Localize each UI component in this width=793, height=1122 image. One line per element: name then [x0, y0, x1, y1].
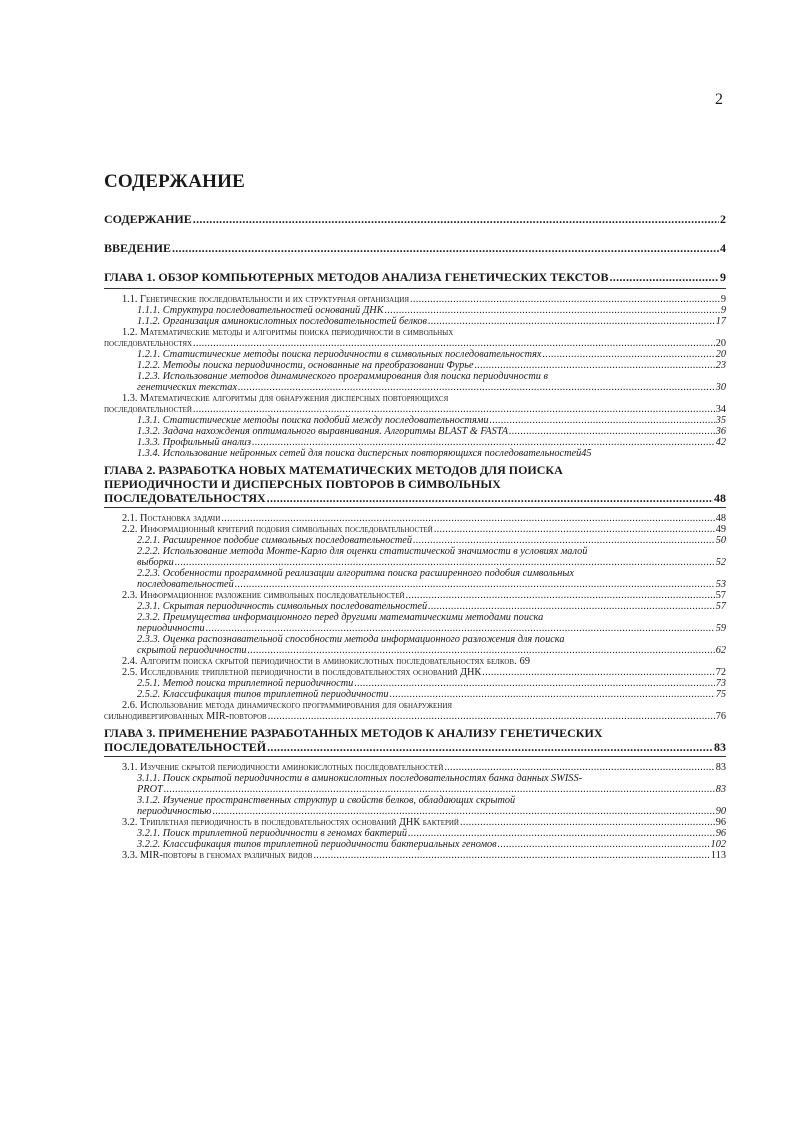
toc-entry-chapter-3[interactable]: ГЛАВА 3. ПРИМЕНЕНИЕ РАЗРАБОТАННЫХ МЕТОДОВ К АНАЛИЗУ ГЕНЕТИЧЕСКИХ ПОСЛЕДОВАТЕЛЬНОСТЕЙ ..... 83 — [104, 726, 726, 754]
toc-entry-chapter-1[interactable]: ГЛАВА 1. ОБЗОР КОМПЬЮТЕРНЫХ МЕТОДОВ АНАЛИЗА ГЕНЕТИЧЕСКИХ ТЕКСТОВ ..... 9 — [104, 270, 726, 285]
toc-entry-2-1[interactable]: 2.1. Постановка задачи ..... 48 — [122, 513, 726, 524]
toc-entry-2-6[interactable]: 2.6. Использование метода динамического программирования для обнаружения сильнодивергированных MIR-повторов ..... 76 — [122, 700, 726, 722]
toc-entry-1-1-2[interactable]: 1.1.2. Организация аминокислотных последовательностей белков ..... 17 — [137, 316, 726, 327]
toc-entry-2-2-2[interactable]: 2.2.2. Использование метода Монте-Карло для оценки статистической значимости в условиях малой выборки ..... 52 — [137, 546, 726, 568]
toc-entry-2-3[interactable]: 2.3. Информационное разложение символьных последовательностей ..... 57 — [122, 590, 726, 601]
toc-entry-contents[interactable]: СОДЕРЖАНИЕ ..... 2 — [104, 212, 726, 227]
toc-entry-1-2-3[interactable]: 1.2.3. Использование методов динамического программирования для поиска периодичности в генетических текстах ..... 30 — [137, 371, 726, 393]
toc-entry-2-5[interactable]: 2.5. Исследование триплетной периодичности в последовательностях оснований ДНК ..... 72 — [122, 667, 726, 678]
toc-entry-3-1-2[interactable]: 3.1.2. Изучение пространственных структур и свойств белков, обладающих скрытой периодичностью ..... 90 — [137, 795, 726, 817]
toc-entry-1-3[interactable]: 1.3. Математические алгоритмы для обнаружения дисперсных повторяющихся последовательностей ..... 34 — [122, 393, 726, 415]
toc-entry-1-1[interactable]: 1.1. Генетические последовательности и их структурная организация ..... 9 — [122, 294, 726, 305]
toc-entry-1-3-4[interactable]: 1.3.4. Использование нейронных сетей для поиска дисперсных повторяющихся последовательностей 45 — [137, 448, 592, 459]
toc-entry-chapter-2[interactable]: ГЛАВА 2. РАЗРАБОТКА НОВЫХ МАТЕМАТИЧЕСКИХ МЕТОДОВ ДЛЯ ПОИСКА ПЕРИОДИЧНОСТИ И ДИСПЕРСНЫХ ПОВТОРОВ В СИМВОЛЬНЫХ ПОСЛЕДОВАТЕЛЬНОСТЯХ ..... 48 — [104, 463, 726, 505]
toc-entry-intro[interactable]: ВВЕДЕНИЕ ..... 4 — [104, 241, 726, 256]
toc-entry-1-2-1[interactable]: 1.2.1. Статистические методы поиска периодичности в символьных последовательностях ..... 20 — [137, 349, 726, 360]
toc-entry-2-3-3[interactable]: 2.3.3. Оценка распознавательной способности метода информационного разложения для поиска скрытой периодичности ..... 62 — [137, 634, 726, 656]
toc-entry-2-2-3[interactable]: 2.2.3. Особенности программной реализации алгоритма поиска расширенного подобия символьных последовательностей ..... 53 — [137, 568, 726, 590]
toc-entry-2-3-2[interactable]: 2.3.2. Преимущества информационного перед другими математическими методами поиска периодичности ..... 59 — [137, 612, 726, 634]
toc-entry-3-2-1[interactable]: 3.2.1. Поиск триплетной периодичности в геномах бактерий ..... 96 — [137, 828, 726, 839]
toc-entry-1-3-1[interactable]: 1.3.1. Статистические методы поиска подобий между последовательностями ..... 35 — [137, 415, 726, 426]
toc-entry-1-1-1[interactable]: 1.1.1. Структура последовательностей оснований ДНК ..... 9 — [137, 305, 726, 316]
toc-entry-2-3-1[interactable]: 2.3.1. Скрытая периодичность символьных последовательностей ..... 57 — [137, 601, 726, 612]
toc-entry-2-2-1[interactable]: 2.2.1. Расширенное подобие символьных последовательностей ..... 50 — [137, 535, 726, 546]
chapter-divider — [104, 756, 726, 757]
toc-entry-3-2-2[interactable]: 3.2.2. Классификация типов триплетной периодичности бактериальных геномов ..... 102 — [137, 839, 726, 850]
toc-entry-2-4[interactable]: 2.4. Алгоритм поиска скрытой периодичности в аминокислотных последовательностях белков. 69 — [122, 656, 530, 667]
toc-entry-3-3[interactable]: 3.3. MIR-повторы в геномах различных видов ..... 113 — [122, 850, 726, 861]
toc-entry-3-2[interactable]: 3.2. Триплетная периодичность в последовательностях оснований ДНК бактерий ..... 96 — [122, 817, 726, 828]
toc-entry-2-5-2[interactable]: 2.5.2. Классификация типов триплетной периодичности ..... 75 — [137, 689, 726, 700]
toc-entry-2-5-1[interactable]: 2.5.1. Метод поиска триплетной периодичности ..... 73 — [137, 678, 726, 689]
toc-entry-3-1-1[interactable]: 3.1.1. Поиск скрытой периодичности в аминокислотных последовательностях банка данных SWISS- PROT ..... 83 — [137, 773, 726, 795]
table-of-contents — [104, 212, 726, 861]
toc-entry-1-2-2[interactable]: 1.2.2. Методы поиска периодичности, основанные на преобразовании Фурье ..... 23 — [137, 360, 726, 371]
toc-entry-1-3-3[interactable]: 1.3.3. Профильный анализ ..... 42 — [137, 437, 726, 448]
page-number: 2 — [715, 91, 723, 108]
page-title: СОДЕРЖАНИЕ — [104, 171, 245, 192]
chapter-divider — [104, 288, 726, 289]
chapter-divider — [104, 507, 726, 508]
toc-entry-2-2[interactable]: 2.2. Информационный критерий подобия символьных последовательностей ..... 49 — [122, 524, 726, 535]
toc-entry-1-3-2[interactable]: 1.3.2. Задача нахождения оптимального выравнивания. Алгоритмы BLAST & FASTA ..... 36 — [137, 426, 726, 437]
toc-entry-1-2[interactable]: 1.2. Математические методы и алгоритмы поиска периодичности в символьных последовательностях ..... 20 — [122, 327, 726, 349]
toc-entry-3-1[interactable]: 3.1. Изучение скрытой периодичности аминокислотных последовательностей ..... 83 — [122, 762, 726, 773]
